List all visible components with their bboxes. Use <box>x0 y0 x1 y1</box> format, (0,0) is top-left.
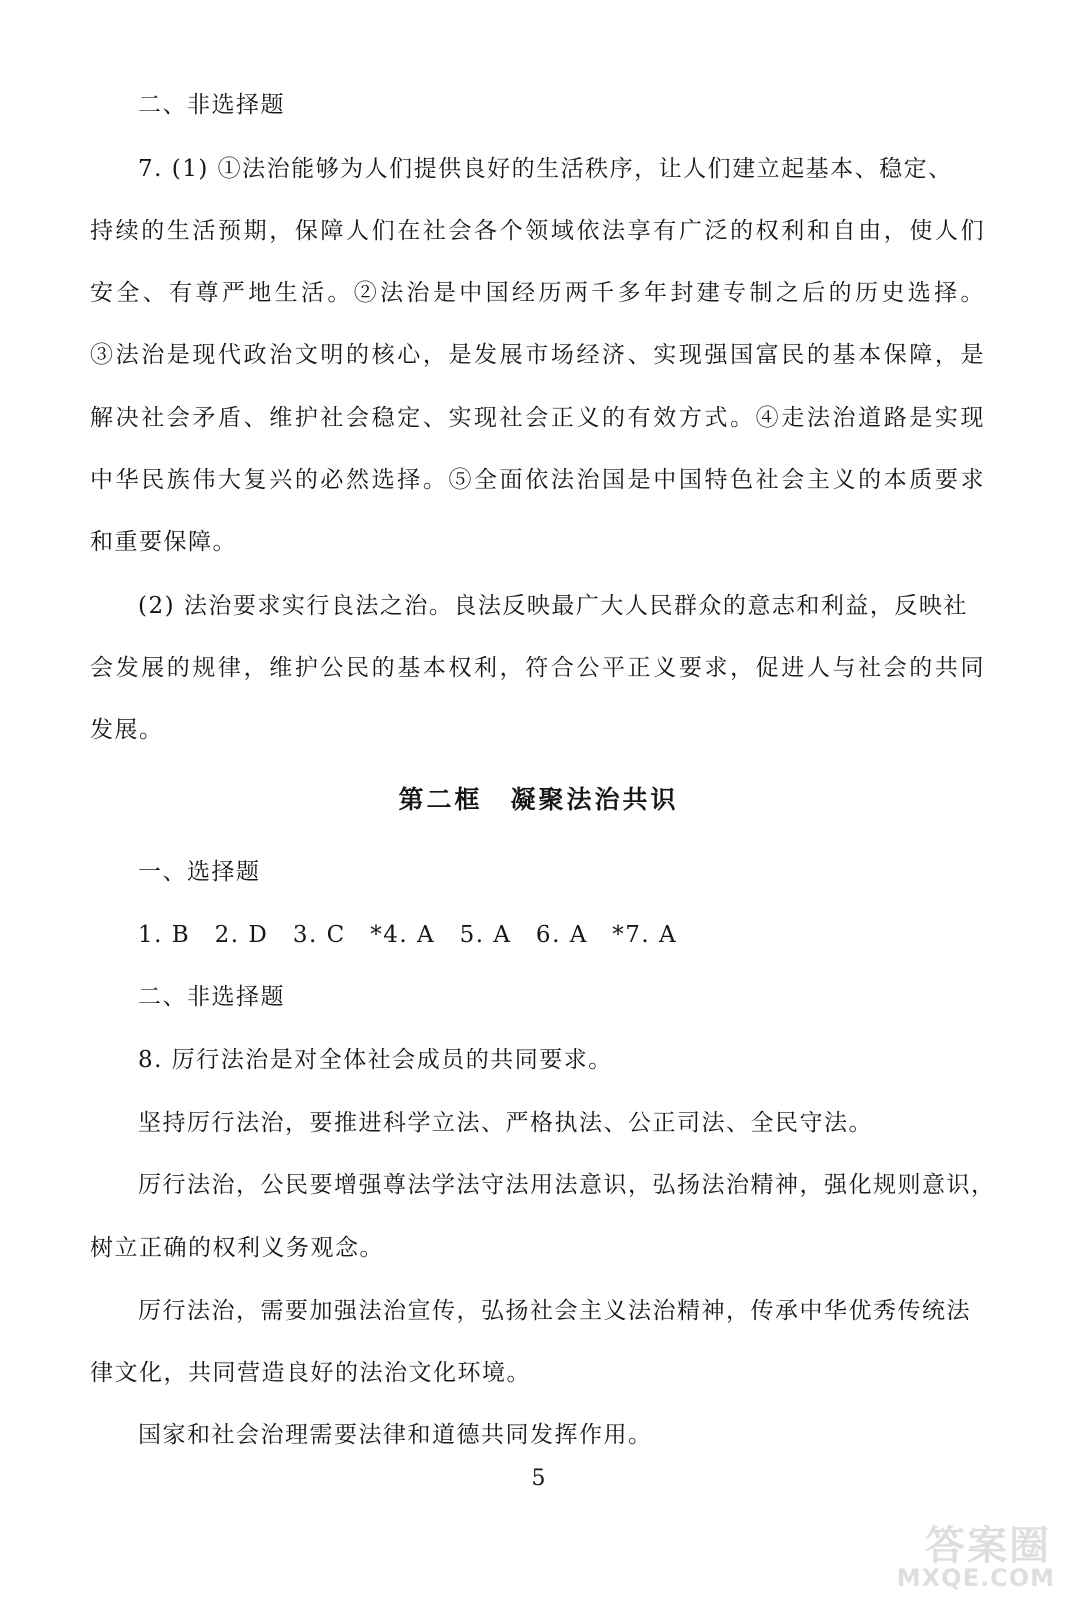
section-heading: 第二框 凝聚法治共识 <box>398 785 679 814</box>
answer-line: 中华民族伟大复兴的必然选择。⑤全面依法治国是中国特色社会主义的本质要求 <box>90 467 985 493</box>
answer-line: 厉行法治，公民要增强尊法学法守法用法意识，弘扬法治精神，强化规则意识， <box>138 1172 996 1198</box>
watermark-logo <box>896 1514 1059 1592</box>
answer-line: 安全、有尊严地生活。②法治是中国经历两千多年封建专制之后的历史选择。 <box>90 280 985 306</box>
question-type-heading: 二、非选择题 <box>138 92 285 118</box>
answer-line: (2) 法治要求实行良法之治。良法反映最广大人民群众的意志和利益，反映社 <box>138 593 968 619</box>
answer-line: 持续的生活预期，保障人们在社会各个领域依法享有广泛的权利和自由，使人们 <box>90 218 985 244</box>
answer-line: 会发展的规律，维护公民的基本权利，符合公平正义要求，促进人与社会的共同 <box>90 655 985 681</box>
question-type-heading: 一、选择题 <box>138 859 261 885</box>
watermark-text: 答案圈 <box>925 1523 1051 1569</box>
answer-line: 树立正确的权利义务观念。 <box>90 1235 384 1261</box>
watermark-url: MXQE.COM <box>896 1564 1055 1592</box>
answer-line: 7. (1) ①法治能够为人们提供良好的生活秩序，让人们建立起基本、稳定、 <box>138 156 953 182</box>
page-number: 5 <box>531 1466 546 1491</box>
choice-answers: 1. B 2. D 3. C *4. A 5. A 6. A *7. A <box>138 922 678 948</box>
answer-line: 律文化，共同营造良好的法治文化环境。 <box>90 1360 531 1386</box>
answer-line: 和重要保障。 <box>90 529 237 555</box>
answer-line: 解决社会矛盾、维护社会稳定、实现社会正义的有效方式。④走法治道路是实现 <box>90 405 985 431</box>
answer-line: 坚持厉行法治，要推进科学立法、严格执法、公正司法、全民守法。 <box>138 1110 873 1136</box>
answer-line: 8. 厉行法治是对全体社会成员的共同要求。 <box>138 1047 613 1073</box>
answer-line: 国家和社会治理需要法律和道德共同发挥作用。 <box>138 1422 653 1448</box>
question-type-heading: 二、非选择题 <box>138 984 285 1010</box>
answer-line: ③法治是现代政治文明的核心，是发展市场经济、实现强国富民的基本保障，是 <box>90 342 985 368</box>
answer-line: 厉行法治，需要加强法治宣传，弘扬社会主义法治精神，传承中华优秀传统法 <box>138 1298 971 1324</box>
answer-line: 发展。 <box>90 717 164 743</box>
